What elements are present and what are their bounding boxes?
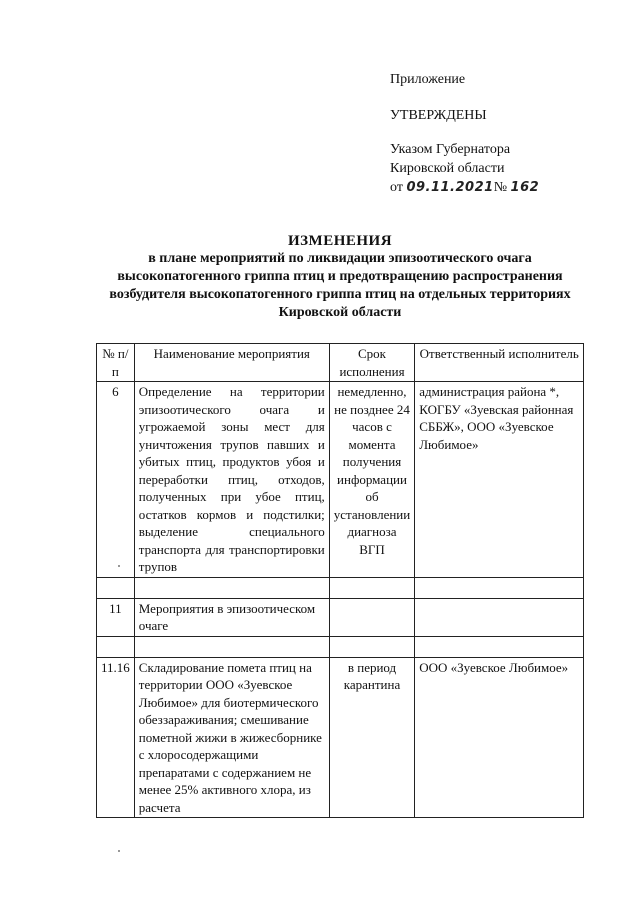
table-row (97, 382, 584, 578)
title-line-4: Кировской области (278, 305, 402, 320)
row-responsible: ООО «Зуевское Любимое» (415, 657, 584, 818)
date-prefix: от (390, 180, 403, 195)
appendix-text: Приложение (390, 72, 466, 87)
appendix-label (390, 70, 465, 89)
header-responsible: Ответственный исполнитель (415, 344, 584, 382)
table-spacer-row (97, 577, 584, 598)
row-number: 11.16 (97, 657, 135, 818)
table-row (97, 657, 584, 818)
header-term: Срок исполнения (329, 344, 414, 382)
scan-speck (118, 850, 120, 852)
title-line-3: возбудителя высокопатогенного гриппа птиц на отдельных территориях (109, 287, 571, 302)
number-prefix: № (493, 180, 508, 195)
row-responsible (415, 598, 584, 636)
decree-date-line (390, 178, 539, 197)
decree-reference (390, 140, 539, 197)
table-row (97, 598, 584, 636)
row-term: в период карантина (329, 657, 414, 818)
row-name: Складирование помета птиц на территории ООО «Зуевское Любимое» для биотермического обеззараживания; смешивание пометной жижи в жижесборнике с хлоросодержащими препаратами с содержанием не менее 25% активного хлора, из расчета (134, 657, 329, 818)
table-spacer-row (97, 636, 584, 657)
table-header-row (97, 344, 584, 382)
row-term (329, 598, 414, 636)
number-value: 162 (510, 180, 540, 195)
row-responsible: администрация района *, КОГБУ «Зуевская районная СББЖ», ООО «Зуевское Любимое» (415, 382, 584, 578)
row-term: немедленно, не позднее 24 часов с момента получения информации об установлении диагноза ВГП (329, 382, 414, 578)
title-main: ИЗМЕНЕНИЯ (287, 233, 393, 249)
changes-table (96, 343, 584, 818)
row-name: Определение на территории эпизоотического очага и угрожаемой зоны мест для уничтожения трупов павших и убитых птиц, продуктов убоя и переработки птиц, отходов, полученных при убое птиц, остатков кормов и подстилки; выделение специального транспорта для транспортировки трупов (134, 382, 329, 578)
title-line-1: в плане мероприятий по ликвидации эпизоотического очага (148, 251, 532, 266)
decree-line-2: Кировской области (390, 161, 505, 176)
document-title (60, 232, 620, 322)
row-number: 6 (97, 382, 135, 578)
header-name: Наименование мероприятия (134, 344, 329, 382)
decree-line-1: Указом Губернатора (390, 142, 511, 157)
row-number: 11 (97, 598, 135, 636)
title-line-2: высокопатогенного гриппа птиц и предотвращению распространения (117, 269, 563, 284)
scan-speck (118, 565, 120, 567)
header-number: № п/п (97, 344, 135, 382)
approved-text: УТВЕРЖДЕНЫ (390, 108, 487, 123)
row-name: Мероприятия в эпизоотическом очаге (134, 598, 329, 636)
approved-label (390, 106, 487, 125)
date-value: 09.11.2021 (406, 180, 494, 195)
